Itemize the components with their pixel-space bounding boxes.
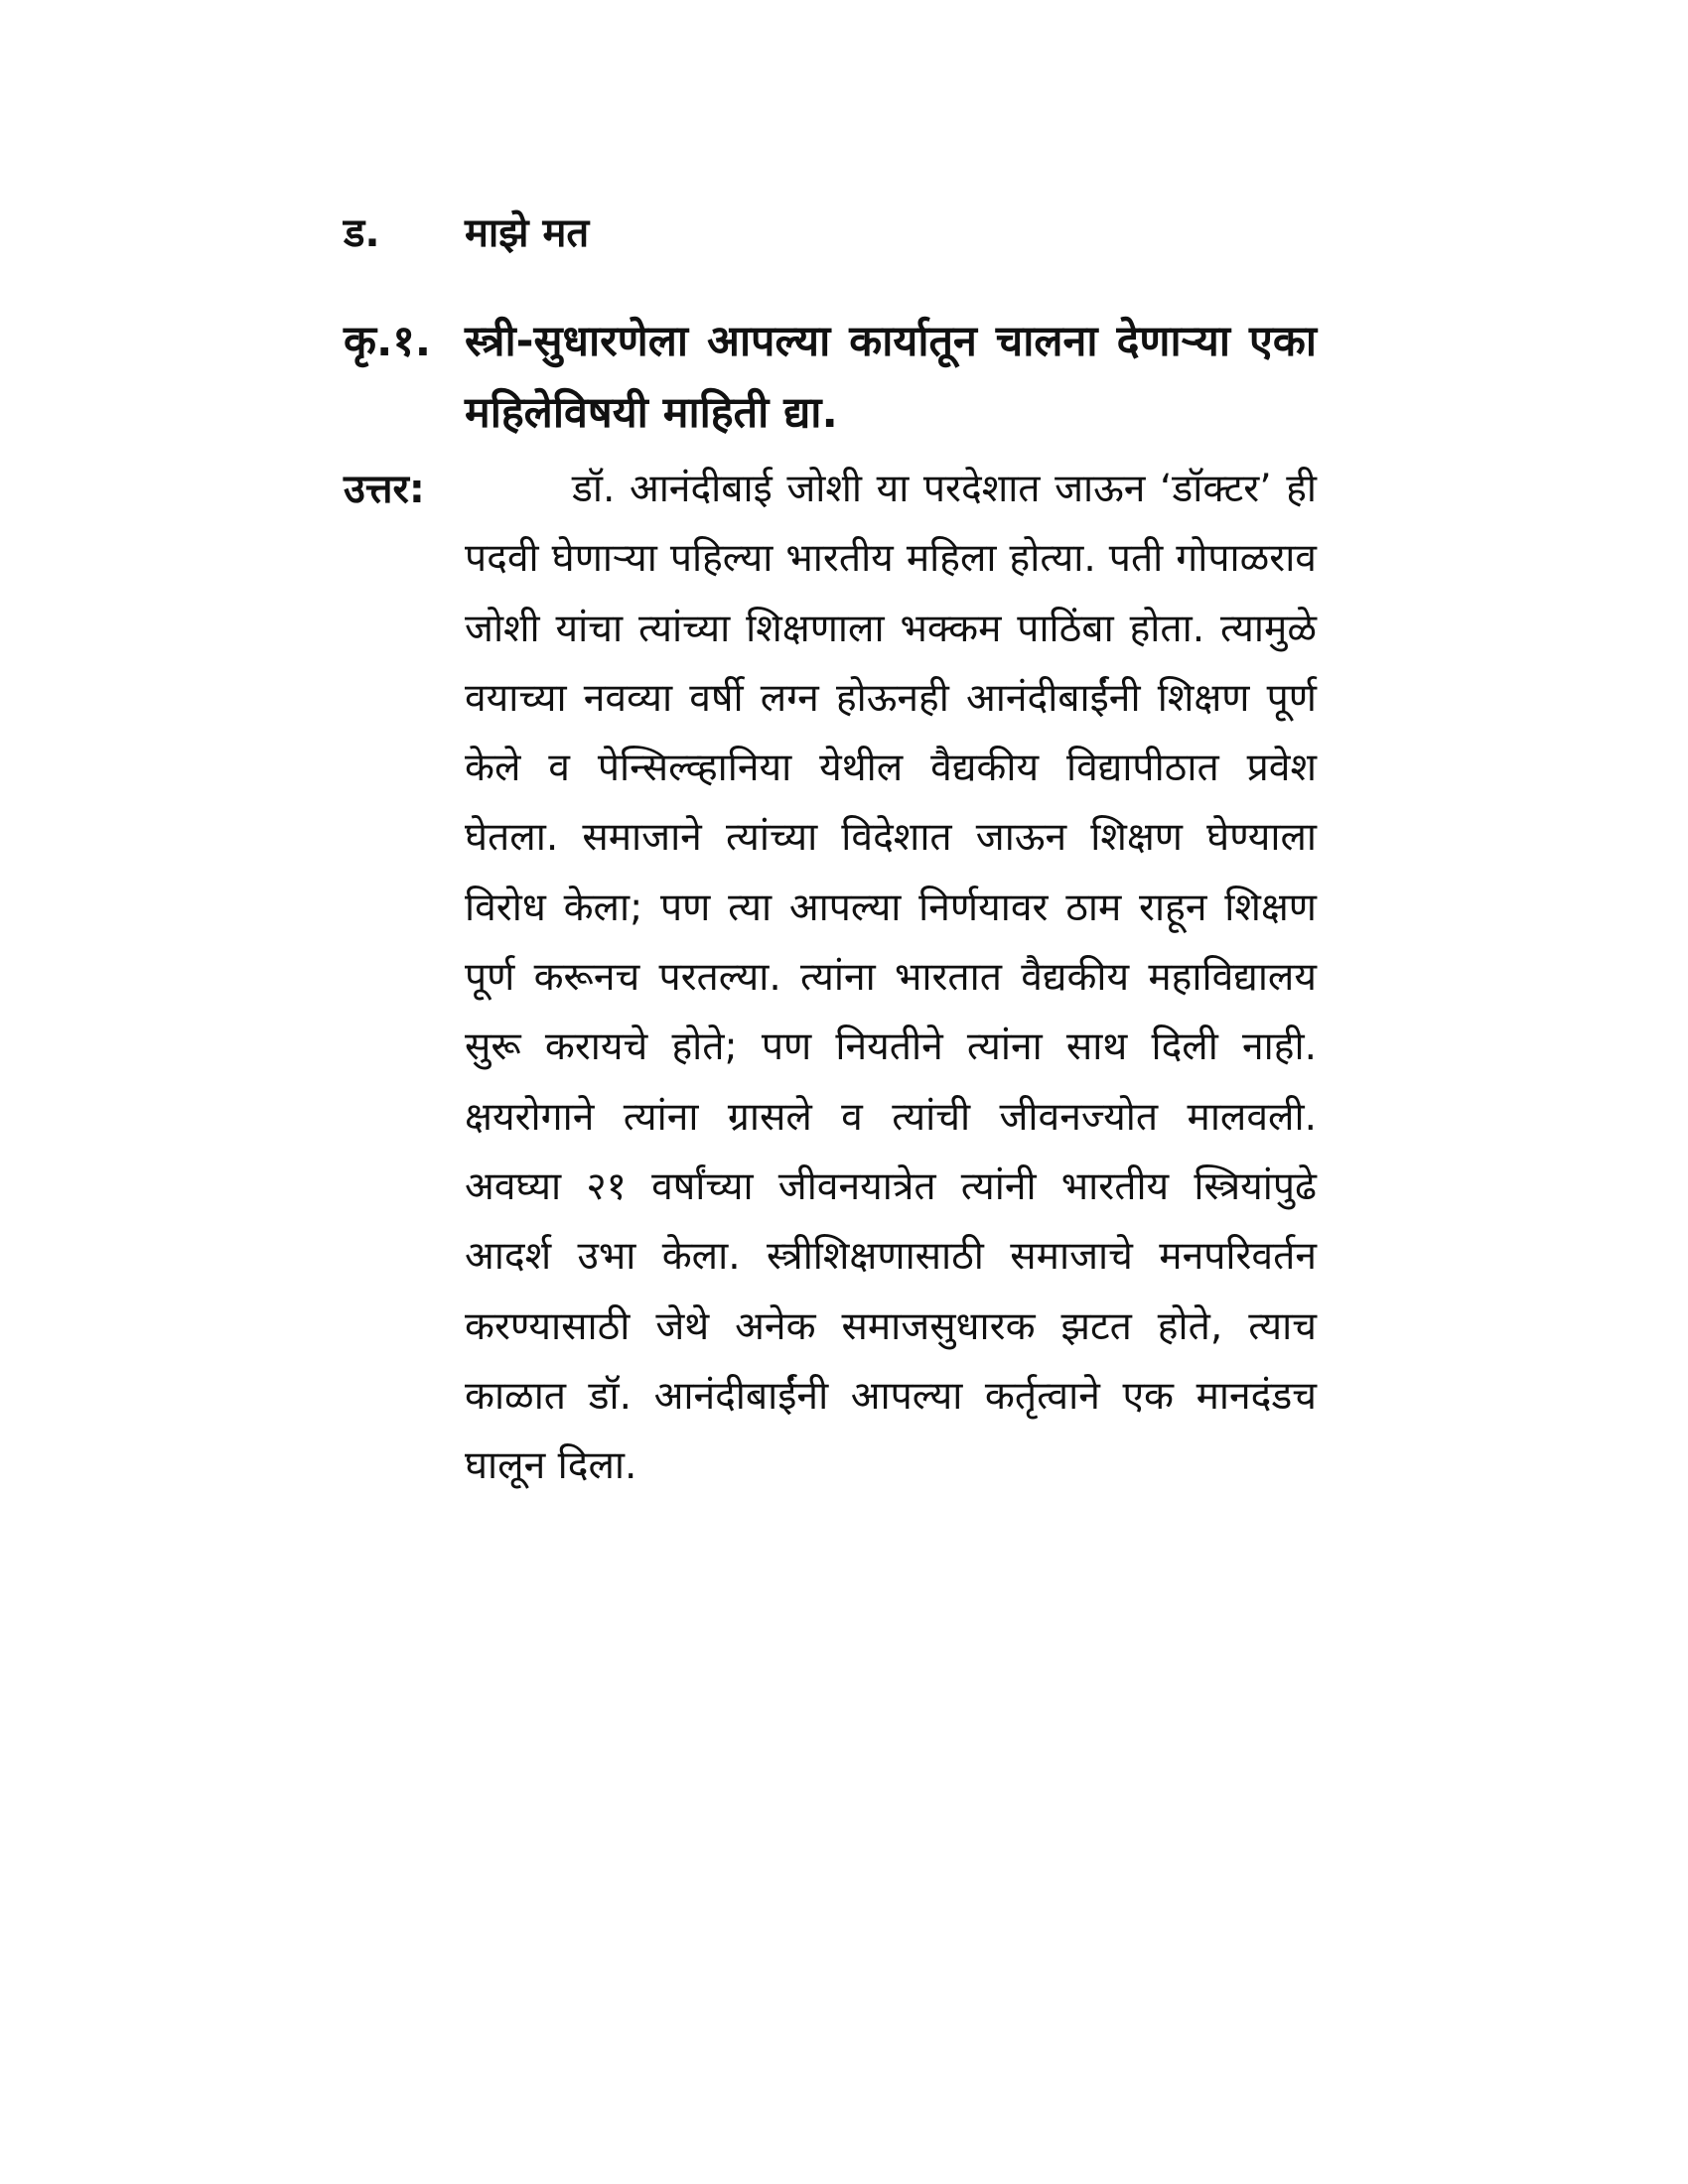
section-title: माझे मत (465, 210, 590, 256)
section-marker: ड. (344, 210, 380, 256)
question-text: स्त्री-सुधारणेला आपल्या कार्यातून चालना देणाऱ्या एका महिलेविषयी माहिती द्या. (465, 317, 1317, 438)
answer-text: डॉ. आनंदीबाई जोशी या परदेशात जाऊन ‘डॉक्टर’ ही पदवी घेणाऱ्या पहिल्या भारतीय महिला होत्या. पती गोपाळराव जोशी यांचा त्यांच्या शिक्षणाला भक्कम पाठिंबा होता. त्यामुळे वयाच्या नवव्या वर्षी लग्न होऊनही आनंदीबाईंनी शिक्षण पूर्ण केले व पेन्सिल्व्हानिया येथील वैद्यकीय विद्यापीठात प्रवेश घेतला. समाजाने त्यांच्या विदेशात जाऊन शिक्षण घेण्याला विरोध केला; पण त्या आपल्या निर्णयावर ठाम राहून शिक्षण पूर्ण करूनच परतल्या. त्यांना भारतात वैद्यकीय महाविद्यालय सुरू करायचे होते; पण नियतीने त्यांना साथ दिली नाही. क्षयरोगाने त्यांना ग्रासले व त्यांची जीवनज्योत मालवली. अवघ्या २१ वर्षांच्या जीवनयात्रेत त्यांनी भारतीय स्त्रियांपुढे आदर्श उभा केला. स्त्रीशिक्षणासाठी समाजाचे मनपरिवर्तन करण्यासाठी जेथे अनेक समाजसुधारक झटत होते, त्याच काळात डॉ. आनंदीबाईंनी आपल्या कर्तृत्वाने एक मानदंडच घालून दिला. (465, 467, 1317, 1489)
answer-label: उत्तर: (344, 467, 425, 512)
answer-block (344, 455, 1317, 1596)
question-block (344, 306, 1317, 455)
section-heading (344, 199, 1336, 268)
question-number: कृ.१. (344, 317, 432, 366)
